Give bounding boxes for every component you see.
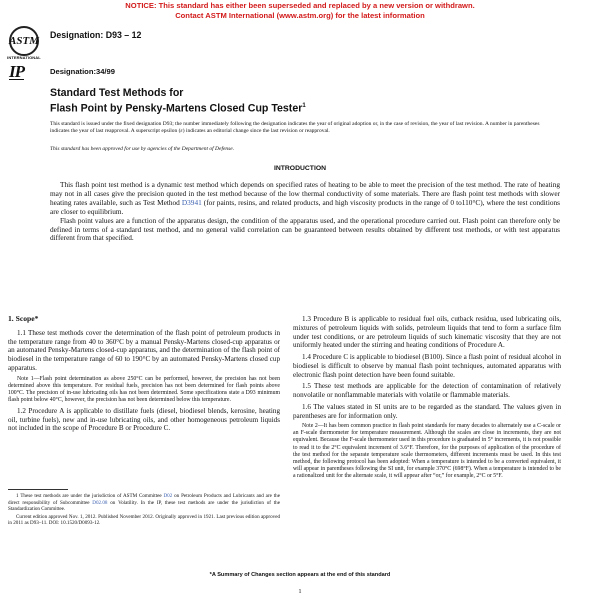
astm-logo-caption: INTERNATIONAL	[7, 55, 41, 60]
document-title	[50, 87, 500, 116]
title-line-2	[50, 100, 500, 116]
page-number: 1	[298, 588, 302, 595]
footnote-divider	[8, 489, 68, 490]
footnote-1	[8, 493, 280, 513]
introduction-heading: INTRODUCTION	[273, 165, 327, 172]
notice-line-2: Contact ASTM International (www.astm.org) for the latest information	[175, 10, 425, 20]
link-d02-08[interactable]: D02.08	[92, 499, 108, 506]
section-1-5: 1.5 These test methods are applicable for the detection of contamination of relatively nonvolatile or nonflammable materials with volatile or flammable materials.	[293, 382, 561, 399]
link-d3941[interactable]: D3941	[181, 197, 202, 207]
section-1-3: 1.3 Procedure B is applicable to residual fuel oils, cutback residua, used lubricating oils, mixtures of petroleum liquids with solids, petroleum liquids that tend to form a surface film under test conditions, or are petroleum liquids of such kinematic viscosity that they are not uniformly heated under the stirring and heating conditions of Procedure A.	[293, 315, 561, 350]
note-1: Note 1—Flash point determination as above 250°C can be performed, however, the precision has not been determined above this temperature. For residual fuels, precision has not been determined for flash points above 100°C. The precision of in-use lubricating oils has not been determined. Some specifications state a D93 minimum flash point below 40°C, however, the precision has not been determined below this temperature.	[8, 375, 280, 403]
title-line-2-text: Flash Point by Pensky-Martens Closed Cup Tester	[50, 102, 303, 115]
approval-note: This standard has been approved for use by agencies of the Department of Defense.	[50, 146, 235, 152]
introduction-body	[50, 181, 560, 243]
issuance-note: This standard is issued under the fixed designation D93; the number immediately following the designation indicates the year of original adoption or, in the case of revision, the year of last revision. A number in parentheses indicates the year of last reapproval. A superscript epsilon (ε) indicates an editorial change since the last revision or reapproval.	[50, 121, 540, 135]
intro-p1-text: This flash point test method is a dynamic test method which depends on specified rates of heating to be able to meet the precision of the test method. The rate of heating may not in all cases give the precision quoted in the test method because of the low thermal conductivity of some materials. There are flash point test methods with slower heating rates available, such as Test Method	[50, 180, 560, 207]
left-column	[8, 315, 280, 436]
astm-logo-text: ASTM	[9, 35, 39, 47]
scope-heading: 1. Scope*	[8, 314, 39, 323]
introduction-paragraph-2: Flash point values are a function of the apparatus design, the condition of the apparatus used, and the operational procedure carried out. Flash point can therefore only be defined in terms of a standard test method, and no general valid correlation can be guaranteed between results obtained by different test methods, or with test apparatus different from that specified.	[50, 215, 560, 243]
footnote-2: Current edition approved Nov. 1, 2012. Published November 2012. Originally approved in 1921. Last previous edition approved in 2011 as D93–11. DOI: 10.1520/D0093-12.	[8, 513, 280, 527]
link-d02[interactable]: D02	[163, 493, 173, 499]
section-1-6: 1.6 The values stated in SI units are to be regarded as the standard. The values given in parentheses are for information only.	[293, 402, 561, 420]
title-footnote-mark: 1	[302, 103, 306, 109]
title-line-1: Standard Test Methods for	[50, 87, 184, 99]
introduction-paragraph-1	[50, 181, 560, 217]
ip-logo: IP	[9, 62, 24, 81]
intro-p1-text-end: (for paints, resins, and related products, and high viscosity products in the range of 0 to110°C), where the test conditions are closer to equilibrium.	[50, 197, 560, 216]
section-1-2: 1.2 Procedure A is applicable to distillate fuels (diesel, biodiesel blends, kerosine, heating oil, turbine fuels), new and in-use lubricating oils, and other homogeneous petroleum liquids not included in the scope of Procedure B or Procedure C.	[8, 406, 280, 433]
right-column	[293, 315, 561, 483]
footnote-1-text-mid: on Petroleum Products and Lubricants and are the direct responsibility of Subcommittee	[8, 493, 280, 506]
astm-logo	[9, 26, 39, 56]
footnotes	[8, 493, 280, 528]
footnote-1-text-end: on Volatility. In the IP, these test methods are under the jurisdiction of the Standardization Committee.	[8, 499, 280, 513]
note-2: Note 2—It has been common practice in flash point standards for many decades to alternately use a C-scale or an F-scale thermometer for temperature measurement. Although the scales are close in increments, they are not equivalent. Because the F-scale thermometer used in this procedure is graduated in 5° increments, it is not possible to read it to the 2°C equivalent increment of 3.6°F. Therefore, for the purposes of application of the procedure of the test method for the separate temperature scale thermometers, different increments must be used. In this test method, the following protocol has been adopted: When a temperature is intended to be a converted equivalent, it will appear in parentheses following the SI unit, for example 370°C (698°F). When a temperature is intended to be a rationalized unit for the alternate scale, it will appear after “or,” for example, 2°C or 5°F.	[293, 423, 561, 479]
footnote-1-text: 1 These test methods are under the jurisdiction of ASTM Committee	[16, 493, 164, 499]
notice-line-1: NOTICE: This standard has either been superseded and replaced by a new version or withdrawn.	[125, 1, 475, 10]
section-1-4: 1.4 Procedure C is applicable to biodiesel (B100). Since a flash point of residual alcohol in biodiesel is difficult to observe by manual flash point techniques, automated apparatus with electronic flash point detection have been found suitable.	[293, 353, 561, 379]
section-1-1: 1.1 These test methods cover the determination of the flash point of petroleum products in the temperature range from 40 to 360°C by a manual Pensky-Martens closed-cup apparatus or an automated Pensky-Martens closed-cup apparatus, and the determination of the flash point of biodiesel in the temperature range of 60 to 190°C by an automated Pensky-Martens closed cup apparatus.	[8, 328, 280, 372]
notice-banner	[0, 1, 600, 20]
ip-designation: Designation:34/99	[50, 67, 115, 76]
summary-of-changes-note: *A Summary of Changes section appears at the end of this standard	[209, 572, 391, 578]
designation: Designation: D93 – 12	[50, 30, 142, 40]
